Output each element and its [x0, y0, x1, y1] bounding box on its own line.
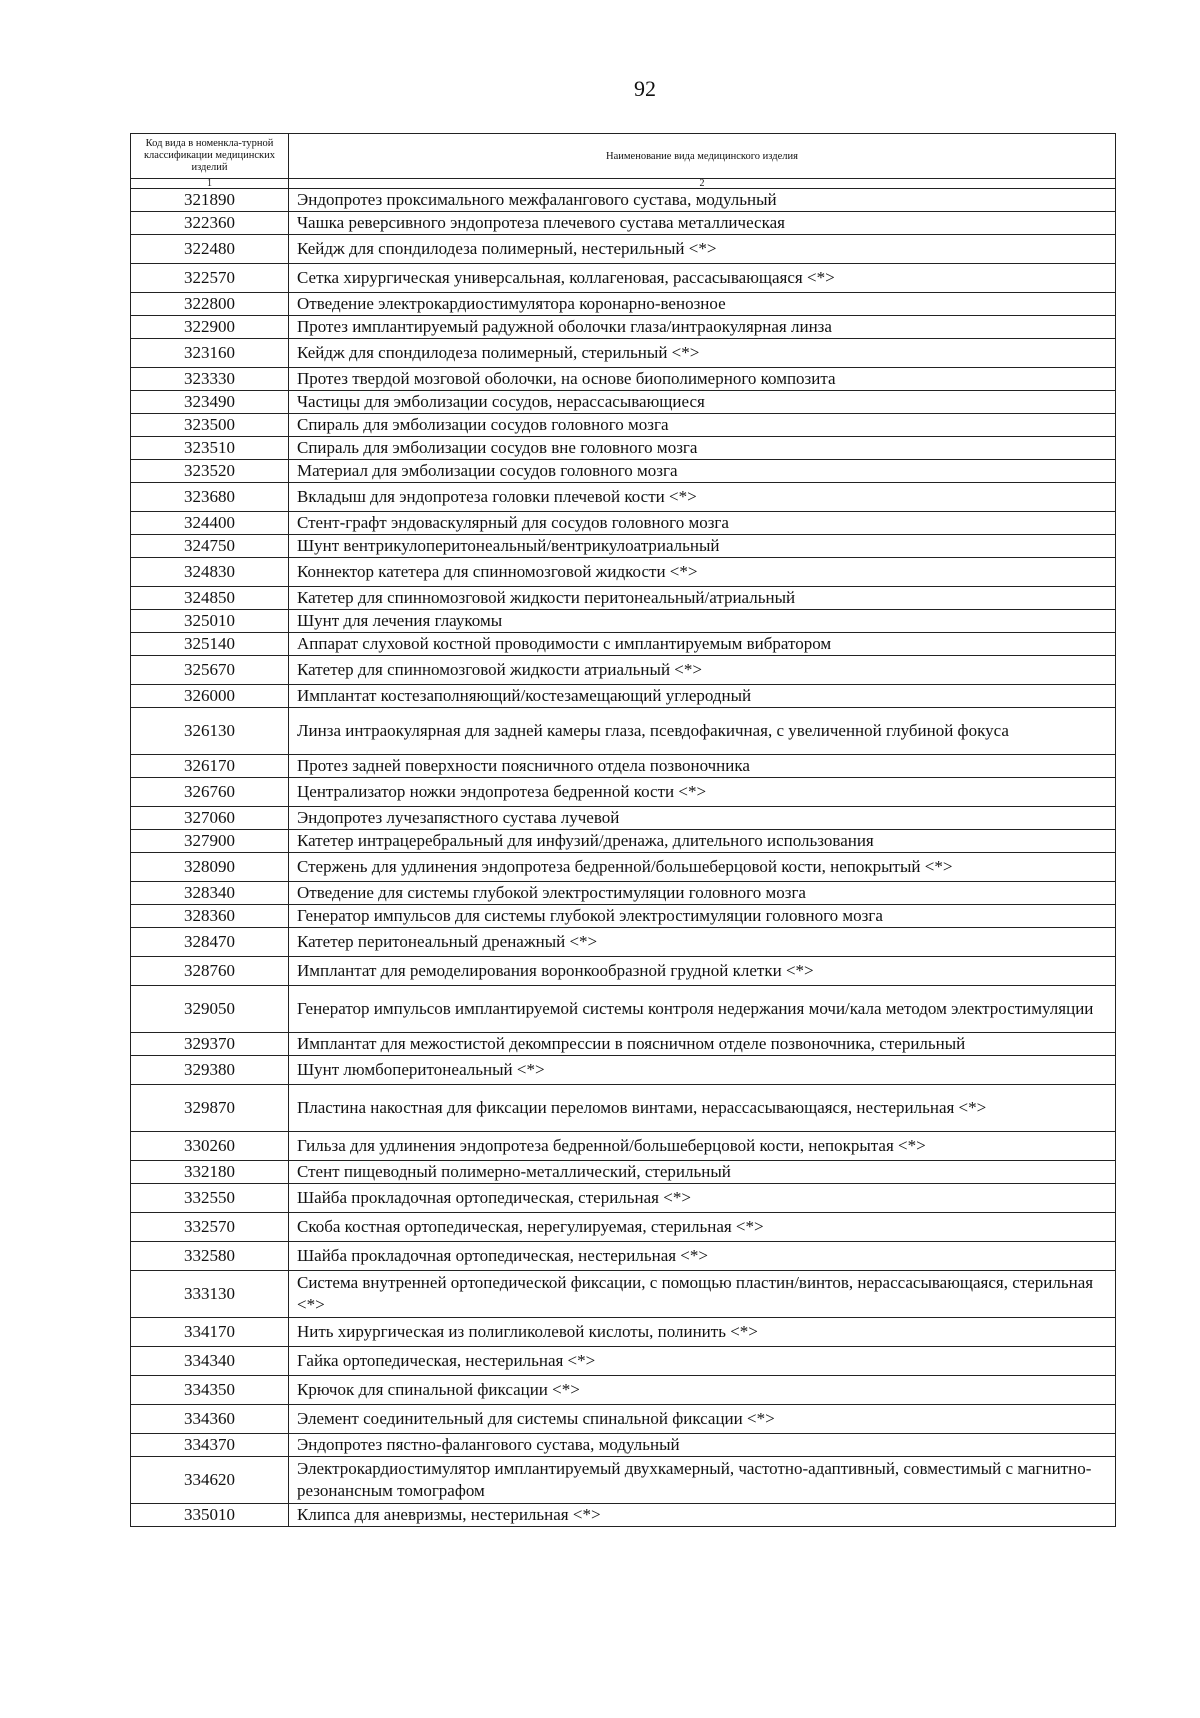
table-row: [131, 957, 1116, 986]
device-code: 322570: [131, 264, 289, 293]
table-row: [131, 1033, 1116, 1056]
device-name: Частицы для эмболизации сосудов, нерассасывающиеся: [289, 391, 1116, 414]
device-name: Отведение для системы глубокой электростимуляции головного мозга: [289, 882, 1116, 905]
device-name: Катетер интрацеребральный для инфузий/дренажа, длительного использования: [289, 830, 1116, 853]
table-row: [131, 1347, 1116, 1376]
device-code: 323680: [131, 483, 289, 512]
table-row: [131, 1434, 1116, 1457]
table-row: [131, 437, 1116, 460]
device-code: 323490: [131, 391, 289, 414]
table-row: [131, 339, 1116, 368]
device-code: 322360: [131, 212, 289, 235]
device-code: 330260: [131, 1132, 289, 1161]
device-name: Электрокардиостимулятор имплантируемый двухкамерный, частотно-адаптивный, совместимый с магнитно-резонансным томографом: [289, 1457, 1116, 1504]
device-code: 324830: [131, 558, 289, 587]
table-row: [131, 535, 1116, 558]
device-name: Протез имплантируемый радужной оболочки глаза/интраокулярная линза: [289, 316, 1116, 339]
device-code: 326170: [131, 755, 289, 778]
table-row: [131, 391, 1116, 414]
table-row: [131, 1213, 1116, 1242]
device-code: 325140: [131, 633, 289, 656]
device-code: 325010: [131, 610, 289, 633]
device-name: Чашка реверсивного эндопротеза плечевого сустава металлическая: [289, 212, 1116, 235]
device-code: 327060: [131, 807, 289, 830]
device-name: Кейдж для спондилодеза полимерный, нестерильный <*>: [289, 235, 1116, 264]
device-name: Элемент соединительный для системы спинальной фиксации <*>: [289, 1405, 1116, 1434]
table-row: [131, 778, 1116, 807]
device-name: Генератор импульсов для системы глубокой электростимуляции головного мозга: [289, 905, 1116, 928]
device-name: Стент-графт эндоваскулярный для сосудов головного мозга: [289, 512, 1116, 535]
device-name: Система внутренней ортопедической фиксации, с помощью пластин/винтов, нерассасывающаяся, стерильная <*>: [289, 1271, 1116, 1318]
table-row: [131, 316, 1116, 339]
device-name: Имплантат для межостистой декомпрессии в поясничном отделе позвоночника, стерильный: [289, 1033, 1116, 1056]
table-row: [131, 264, 1116, 293]
device-name: Шунт для лечения глаукомы: [289, 610, 1116, 633]
device-code: 323510: [131, 437, 289, 460]
table-row: [131, 368, 1116, 391]
table-row: [131, 558, 1116, 587]
device-code: 327900: [131, 830, 289, 853]
table-row: [131, 633, 1116, 656]
device-code: 324850: [131, 587, 289, 610]
device-name: Кейдж для спондилодеза полимерный, стерильный <*>: [289, 339, 1116, 368]
device-code: 321890: [131, 189, 289, 212]
device-name: Аппарат слуховой костной проводимости с имплантируемым вибратором: [289, 633, 1116, 656]
table-body: [131, 189, 1116, 1527]
column-number-row: [131, 179, 1116, 189]
device-code: 324400: [131, 512, 289, 535]
table-row: [131, 189, 1116, 212]
device-code: 329370: [131, 1033, 289, 1056]
device-name: Катетер для спинномозговой жидкости перитонеальный/атриальный: [289, 587, 1116, 610]
device-code: 334620: [131, 1457, 289, 1504]
device-code: 332550: [131, 1184, 289, 1213]
table-row: [131, 1056, 1116, 1085]
table-header-row: [131, 134, 1116, 179]
table-row: [131, 1318, 1116, 1347]
device-name: Шунт вентрикулоперитонеальный/вентрикулоатриальный: [289, 535, 1116, 558]
device-code: 326130: [131, 708, 289, 755]
table-row: [131, 853, 1116, 882]
device-name: Имплантат костезаполняющий/костезамещающий углеродный: [289, 685, 1116, 708]
device-name: Шайба прокладочная ортопедическая, нестерильная <*>: [289, 1242, 1116, 1271]
table-row: [131, 755, 1116, 778]
table-row: [131, 414, 1116, 437]
device-name: Материал для эмболизации сосудов головного мозга: [289, 460, 1116, 483]
device-name: Крючок для спинальной фиксации <*>: [289, 1376, 1116, 1405]
table-row: [131, 1242, 1116, 1271]
medical-devices-table: [130, 133, 1116, 1527]
device-code: 334350: [131, 1376, 289, 1405]
table-row: [131, 1504, 1116, 1527]
table-row: [131, 483, 1116, 512]
device-name: Коннектор катетера для спинномозговой жидкости <*>: [289, 558, 1116, 587]
device-name: Эндопротез пястно-фалангового сустава, модульный: [289, 1434, 1116, 1457]
device-code: 323520: [131, 460, 289, 483]
device-name: Эндопротез проксимального межфалангового сустава, модульный: [289, 189, 1116, 212]
table-row: [131, 235, 1116, 264]
device-name: Стержень для удлинения эндопротеза бедренной/большеберцовой кости, непокрытый <*>: [289, 853, 1116, 882]
device-code: 322800: [131, 293, 289, 316]
device-code: 326000: [131, 685, 289, 708]
table-row: [131, 587, 1116, 610]
header-name: Наименование вида медицинского изделия: [289, 134, 1116, 179]
device-code: 323330: [131, 368, 289, 391]
device-name: Нить хирургическая из полигликолевой кислоты, полинить <*>: [289, 1318, 1116, 1347]
device-name: Клипса для аневризмы, нестерильная <*>: [289, 1504, 1116, 1527]
table-row: [131, 807, 1116, 830]
device-name: Спираль для эмболизации сосудов головного мозга: [289, 414, 1116, 437]
device-code: 325670: [131, 656, 289, 685]
device-name: Шунт люмбоперитонеальный <*>: [289, 1056, 1116, 1085]
table-row: [131, 293, 1116, 316]
table-row: [131, 1457, 1116, 1504]
device-code: 332570: [131, 1213, 289, 1242]
device-name: Линза интраокулярная для задней камеры глаза, псевдофакичная, с увеличенной глубиной фокуса: [289, 708, 1116, 755]
header-code: Код вида в номенкла-турной классификации медицинских изделий: [131, 134, 289, 179]
device-code: 323160: [131, 339, 289, 368]
device-name: Скоба костная ортопедическая, нерегулируемая, стерильная <*>: [289, 1213, 1116, 1242]
device-code: 334360: [131, 1405, 289, 1434]
device-name: Протез задней поверхности поясничного отдела позвоночника: [289, 755, 1116, 778]
table-row: [131, 928, 1116, 957]
device-code: 332580: [131, 1242, 289, 1271]
device-name: Централизатор ножки эндопротеза бедренной кости <*>: [289, 778, 1116, 807]
device-name: Гильза для удлинения эндопротеза бедренной/большеберцовой кости, непокрытая <*>: [289, 1132, 1116, 1161]
table-row: [131, 610, 1116, 633]
device-code: 328340: [131, 882, 289, 905]
device-name: Протез твердой мозговой оболочки, на основе биополимерного композита: [289, 368, 1116, 391]
device-name: Стент пищеводный полимерно-металлический, стерильный: [289, 1161, 1116, 1184]
device-name: Шайба прокладочная ортопедическая, стерильная <*>: [289, 1184, 1116, 1213]
device-name: Отведение электрокардиостимулятора коронарно-венозное: [289, 293, 1116, 316]
device-code: 334170: [131, 1318, 289, 1347]
device-name: Гайка ортопедическая, нестерильная <*>: [289, 1347, 1116, 1376]
table-row: [131, 212, 1116, 235]
table-row: [131, 1085, 1116, 1132]
device-name: Генератор импульсов имплантируемой системы контроля недержания мочи/кала методом электростимуляции: [289, 986, 1116, 1033]
device-code: 328360: [131, 905, 289, 928]
table-row: [131, 685, 1116, 708]
device-code: 332180: [131, 1161, 289, 1184]
device-name: Пластина накостная для фиксации переломов винтами, нерассасывающаяся, нестерильная <*>: [289, 1085, 1116, 1132]
table-row: [131, 1271, 1116, 1318]
table-row: [131, 1405, 1116, 1434]
device-code: 323500: [131, 414, 289, 437]
device-code: 335010: [131, 1504, 289, 1527]
table-row: [131, 830, 1116, 853]
device-code: 324750: [131, 535, 289, 558]
table-row: [131, 1132, 1116, 1161]
page-number: 92: [634, 76, 656, 101]
column-number-1: 1: [131, 179, 289, 189]
device-name: Сетка хирургическая универсальная, коллагеновая, рассасывающаяся <*>: [289, 264, 1116, 293]
table-row: [131, 1161, 1116, 1184]
device-code: 328090: [131, 853, 289, 882]
table-row: [131, 708, 1116, 755]
table-row: [131, 986, 1116, 1033]
device-code: 334370: [131, 1434, 289, 1457]
device-code: 334340: [131, 1347, 289, 1376]
device-code: 326760: [131, 778, 289, 807]
device-name: Катетер для спинномозговой жидкости атриальный <*>: [289, 656, 1116, 685]
device-code: 333130: [131, 1271, 289, 1318]
device-code: 329050: [131, 986, 289, 1033]
table-row: [131, 1376, 1116, 1405]
device-name: Вкладыш для эндопротеза головки плечевой кости <*>: [289, 483, 1116, 512]
device-code: 322480: [131, 235, 289, 264]
table-row: [131, 882, 1116, 905]
table-row: [131, 656, 1116, 685]
table-row: [131, 905, 1116, 928]
device-code: 322900: [131, 316, 289, 339]
device-code: 328760: [131, 957, 289, 986]
device-name: Имплантат для ремоделирования воронкообразной грудной клетки <*>: [289, 957, 1116, 986]
device-code: 329870: [131, 1085, 289, 1132]
table-row: [131, 512, 1116, 535]
device-name: Спираль для эмболизации сосудов вне головного мозга: [289, 437, 1116, 460]
table-row: [131, 460, 1116, 483]
device-name: Эндопротез лучезапястного сустава лучевой: [289, 807, 1116, 830]
device-code: 328470: [131, 928, 289, 957]
table-row: [131, 1184, 1116, 1213]
device-code: 329380: [131, 1056, 289, 1085]
device-name: Катетер перитонеальный дренажный <*>: [289, 928, 1116, 957]
column-number-2: 2: [289, 179, 1116, 189]
